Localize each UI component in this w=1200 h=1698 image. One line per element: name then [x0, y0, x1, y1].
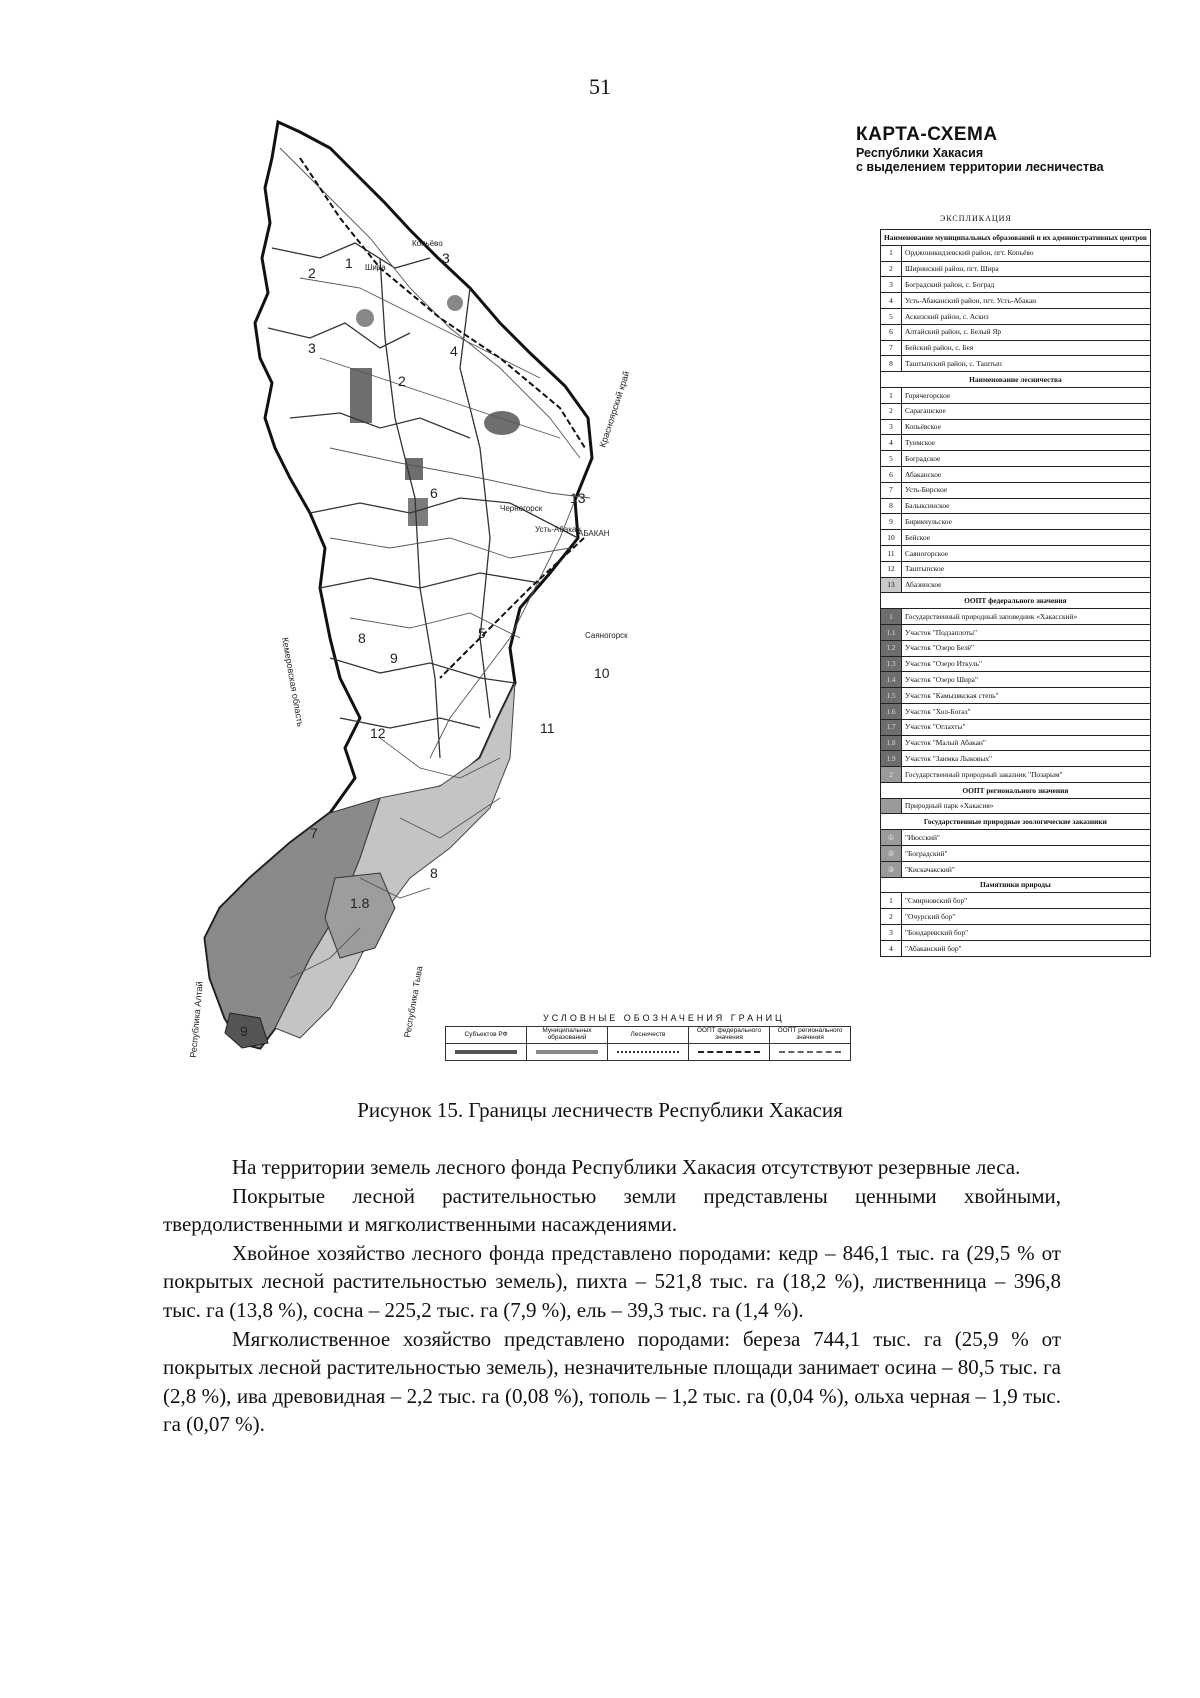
legend-forestry-row: [881, 561, 1151, 577]
border-line-municipal: [527, 1044, 608, 1061]
map-title: [856, 124, 1104, 175]
legend-number: 4: [881, 940, 902, 956]
legend-forestry-row: [881, 545, 1151, 561]
place-ust-abakan: Усть-Абакан: [535, 525, 581, 534]
legend-reserve-row: [881, 830, 1151, 846]
legend-forestry-row: [881, 530, 1151, 546]
forestry-number-4: 4: [450, 343, 458, 359]
legend-number: 13: [881, 577, 902, 593]
legend-number: 6: [881, 466, 902, 482]
legend-number: 8: [881, 356, 902, 372]
legend-municipal-header: Наименование муниципальных образований и их административных центров: [881, 230, 1151, 246]
forestry-number-2: 2: [308, 265, 316, 281]
legend-number: 1.3: [881, 656, 902, 672]
region-kemerovo: Кемеровская область: [280, 636, 306, 728]
forestry-number-5: 5: [478, 625, 486, 641]
legend-forestry-row: [881, 466, 1151, 482]
legend-number: 6: [881, 324, 902, 340]
forestry-number-13: 13: [570, 490, 586, 506]
legend-label: Участок "Хол-Богаз": [902, 703, 1151, 719]
legend-number: ②: [881, 846, 902, 862]
border-line-forestry: [608, 1044, 689, 1061]
legend-label: Копьёвское: [902, 419, 1151, 435]
paragraph: Покрытые лесной растительностью земли представлены ценными хвойными, твердолиственными и мягколиственными насаждениями.: [163, 1183, 1061, 1237]
legend-label: Абаканское: [902, 466, 1151, 482]
map-legend-table: [880, 229, 1151, 957]
legend-label: Участок "Малый Абакан": [902, 735, 1151, 751]
place-abakan: АБАКАН: [578, 529, 610, 538]
forestry-number-12: 12: [370, 725, 386, 741]
region-krasnoyarsk: Красноярский край: [597, 369, 632, 449]
legend-monument-row: [881, 925, 1151, 941]
legend-forestry-row: [881, 435, 1151, 451]
legend-label: Усть-Бирское: [902, 482, 1151, 498]
page-number: 51: [589, 74, 611, 99]
reserve-patch-shira: [408, 498, 428, 526]
legend-label: Участок "Озеро Шира": [902, 672, 1151, 688]
legend-number: 1.2: [881, 640, 902, 656]
legend-label: Бейский район, с. Бея: [902, 340, 1151, 356]
legend-number: 2: [881, 261, 902, 277]
border-legend-col-3: Лесничеств: [608, 1027, 689, 1044]
legend-number: 1: [881, 387, 902, 403]
legend-label: Орджоникидзевский район, пгт. Копьёво: [902, 245, 1151, 261]
legend-federal-row: [881, 672, 1151, 688]
legend-label: Саяногорское: [902, 545, 1151, 561]
legend-number: 4: [881, 293, 902, 309]
legend-federal-row: [881, 640, 1151, 656]
legend-monument-row: [881, 909, 1151, 925]
forestry-number-9b: 9: [240, 1023, 248, 1039]
legend-label: Сарагашское: [902, 403, 1151, 419]
legend-number: 3: [881, 925, 902, 941]
border-legend-title: УСЛОВНЫЕ ОБОЗНАЧЕНИЯ ГРАНИЦ: [543, 1013, 785, 1023]
legend-label: Усть-Абаканский район, пгт. Усть-Абакан: [902, 293, 1151, 309]
maly-abakan-zone: [325, 873, 395, 958]
legend-federal-row: [881, 624, 1151, 640]
reserve-patch-2: [447, 295, 463, 311]
legend-forestry-row: [881, 514, 1151, 530]
map-title-line-2: Республики Хакасия: [856, 145, 984, 160]
border-line-federal: [689, 1044, 770, 1061]
explication-label: ЭКСПЛИКАЦИЯ: [940, 214, 1012, 223]
place-shira: Шира: [365, 263, 386, 272]
legend-label: Участок "Озеро Иткуль": [902, 656, 1151, 672]
border-legend-col-4: ООПТ федерального значения: [689, 1027, 770, 1044]
legend-regional-header: ООПТ регионального значения: [881, 782, 1151, 798]
legend-municipal-row: [881, 245, 1151, 261]
legend-number: 1.1: [881, 624, 902, 640]
legend-number: 3: [881, 419, 902, 435]
legend-label: Государственный природный заказник "Позарым": [902, 767, 1151, 783]
legend-label: "Абаканский бор": [902, 940, 1151, 956]
legend-forestry-row: [881, 419, 1151, 435]
legend-park-label: Природный парк «Хакасия»: [902, 798, 1151, 814]
legend-label: Бирикчульское: [902, 514, 1151, 530]
border-line-regional: [770, 1044, 851, 1061]
legend-forestry-header: Наименование лесничества: [881, 372, 1151, 388]
forestry-number-8b: 8: [430, 865, 438, 881]
legend-label: "Бондаревский бор": [902, 925, 1151, 941]
forestry-number-1-8: 1.8: [350, 895, 370, 911]
forestry-number-7: 7: [310, 825, 318, 841]
legend-federal-header: ООПТ федерального значения: [881, 593, 1151, 609]
legend-number: 11: [881, 545, 902, 561]
reserve-patch-1: [356, 309, 374, 327]
legend-number: 4: [881, 435, 902, 451]
legend-number: 2: [881, 767, 902, 783]
region-tyva: Республика Тыва: [402, 965, 425, 1039]
legend-label: Ширинский район, пгт. Шира: [902, 261, 1151, 277]
legend-label: Таштыпское: [902, 561, 1151, 577]
forestry-number-6: 6: [430, 485, 438, 501]
legend-label: Туимское: [902, 435, 1151, 451]
legend-federal-row: [881, 609, 1151, 625]
place-kopyevo: Копьёво: [412, 239, 443, 248]
legend-label: "Июсский": [902, 830, 1151, 846]
legend-number: 1.7: [881, 719, 902, 735]
paragraph: На территории земель лесного фонда Республики Хакасия отсутствуют резервные леса.: [232, 1155, 1021, 1179]
legend-park-swatch: [881, 798, 902, 814]
border-legend-table: [445, 1026, 851, 1061]
legend-monument-row: [881, 893, 1151, 909]
legend-federal-row: [881, 688, 1151, 704]
figure-caption: Рисунок 15. Границы лесничеств Республики Хакасия: [357, 1098, 843, 1122]
legend-municipal-row: [881, 293, 1151, 309]
legend-number: 1.8: [881, 735, 902, 751]
legend-label: "Боградский": [902, 846, 1151, 862]
legend-municipal-row: [881, 261, 1151, 277]
legend-label: Боградское: [902, 451, 1151, 467]
legend-forestry-row: [881, 451, 1151, 467]
legend-label: Алтайский район, с. Белый Яр: [902, 324, 1151, 340]
border-legend-col-1: Субъектов РФ: [446, 1027, 527, 1044]
legend-number: 9: [881, 514, 902, 530]
legend-forestry-row: [881, 482, 1151, 498]
paragraph: Мягколиственное хозяйство представлено породами: береза 744,1 тыс. га (25,9 % от покрытых лесной растительностью земель), незначительные площади занимает осина – 80,5 тыс. га (2,8 %), ива древовидная – 2,2 тыс. га (0,08 %), тополь – 1,2 тыс. га (0,04 %), ольха черная – 1,9 тыс. га (0,07 %).: [163, 1326, 1061, 1437]
legend-number: 7: [881, 482, 902, 498]
border-legend-col-5: ООПТ регионального значения: [770, 1027, 851, 1044]
legend-label: Горячегорское: [902, 387, 1151, 403]
legend-number: 2: [881, 909, 902, 925]
forestry-number-2b: 2: [398, 373, 406, 389]
forestry-number-3: 3: [442, 250, 450, 266]
legend-number: 5: [881, 451, 902, 467]
legend-label: Таштыпский район, с. Таштып: [902, 356, 1151, 372]
legend-federal-row: [881, 751, 1151, 767]
legend-federal-row: [881, 735, 1151, 751]
place-chernogorsk: Черногорск: [500, 504, 543, 513]
legend-number: 5: [881, 308, 902, 324]
legend-number: 3: [881, 277, 902, 293]
legend-reserve-row: [881, 846, 1151, 862]
legend-label: Участок "Заимка Лыковых": [902, 751, 1151, 767]
legend-number: 7: [881, 340, 902, 356]
legend-federal-row: [881, 719, 1151, 735]
forestry-number-3b: 3: [308, 340, 316, 356]
legend-label: "Очурский бор": [902, 909, 1151, 925]
legend-municipal-row: [881, 308, 1151, 324]
map-title-line-1: КАРТА-СХЕМА: [856, 124, 998, 145]
legend-municipal-row: [881, 356, 1151, 372]
region-altai: Республика Алтай: [188, 981, 205, 1059]
legend-number: ①: [881, 830, 902, 846]
legend-federal-row: [881, 767, 1151, 783]
legend-number: 1: [881, 245, 902, 261]
legend-label: Балыксинское: [902, 498, 1151, 514]
border-line-subject: [446, 1044, 527, 1061]
legend-monuments-header: Памятники природы: [881, 877, 1151, 893]
legend-label: Участок "Озеро Белё": [902, 640, 1151, 656]
legend-number: ③: [881, 861, 902, 877]
legend-number: 1.9: [881, 751, 902, 767]
forestry-number-10: 10: [594, 665, 610, 681]
khakassia-map: [180, 118, 880, 1078]
legend-number: 10: [881, 530, 902, 546]
forestry-map-figure: [180, 118, 1147, 1180]
legend-label: Участок "Оглахты": [902, 719, 1151, 735]
legend-forestry-row: [881, 403, 1151, 419]
legend-number: 8: [881, 498, 902, 514]
legend-label: Бейское: [902, 530, 1151, 546]
legend-number: 1: [881, 609, 902, 625]
legend-number: 12: [881, 561, 902, 577]
map-title-line-3: с выделением территории лесничества: [856, 160, 1104, 175]
forestry-number-1: 1: [345, 255, 353, 271]
legend-reserves-header: Государственные природные зоологические заказники: [881, 814, 1151, 830]
forestry-number-9: 9: [390, 650, 398, 666]
legend-label: Участок "Камызякская степь": [902, 688, 1151, 704]
legend-federal-row: [881, 703, 1151, 719]
legend-number: 1.4: [881, 672, 902, 688]
legend-number: 1.6: [881, 703, 902, 719]
forestry-number-8: 8: [358, 630, 366, 646]
forestry-number-11: 11: [540, 720, 555, 736]
legend-forestry-row: [881, 498, 1151, 514]
legend-reserve-row: [881, 861, 1151, 877]
legend-label: "Смирновский бор": [902, 893, 1151, 909]
legend-municipal-row: [881, 324, 1151, 340]
legend-label: Абазинское: [902, 577, 1151, 593]
legend-number: 2: [881, 403, 902, 419]
legend-label: "Кискачакский": [902, 861, 1151, 877]
podzaploty-patch: [350, 368, 372, 423]
legend-forestry-row: [881, 387, 1151, 403]
legend-municipal-row: [881, 340, 1151, 356]
body-text: [163, 1153, 1061, 1439]
legend-federal-row: [881, 656, 1151, 672]
legend-label: Государственный природный заповедник «Хакасский»: [902, 609, 1151, 625]
legend-label: Боградский район, с. Боград: [902, 277, 1151, 293]
border-legend-col-2: Муниципальных образований: [527, 1027, 608, 1044]
legend-number: 1: [881, 893, 902, 909]
legend-label: Аскизский район, с. Аскиз: [902, 308, 1151, 324]
paragraph: Хвойное хозяйство лесного фонда представлено породами: кедр – 846,1 тыс. га (29,5 % от покрытых лесной растительностью земель), пихта – 521,8 тыс. га (18,2 %), лиственница – 396,8 тыс. га (13,8 %), сосна – 225,2 тыс. га (7,9 %), ель – 39,3 тыс. га (1,4 %).: [163, 1240, 1061, 1322]
legend-label: Участок "Подзаплоты": [902, 624, 1151, 640]
legend-number: 1.5: [881, 688, 902, 704]
place-sayanogorsk: Саяногорск: [585, 631, 628, 640]
legend-monument-row: [881, 940, 1151, 956]
legend-forestry-row: [881, 577, 1151, 593]
legend-municipal-row: [881, 277, 1151, 293]
